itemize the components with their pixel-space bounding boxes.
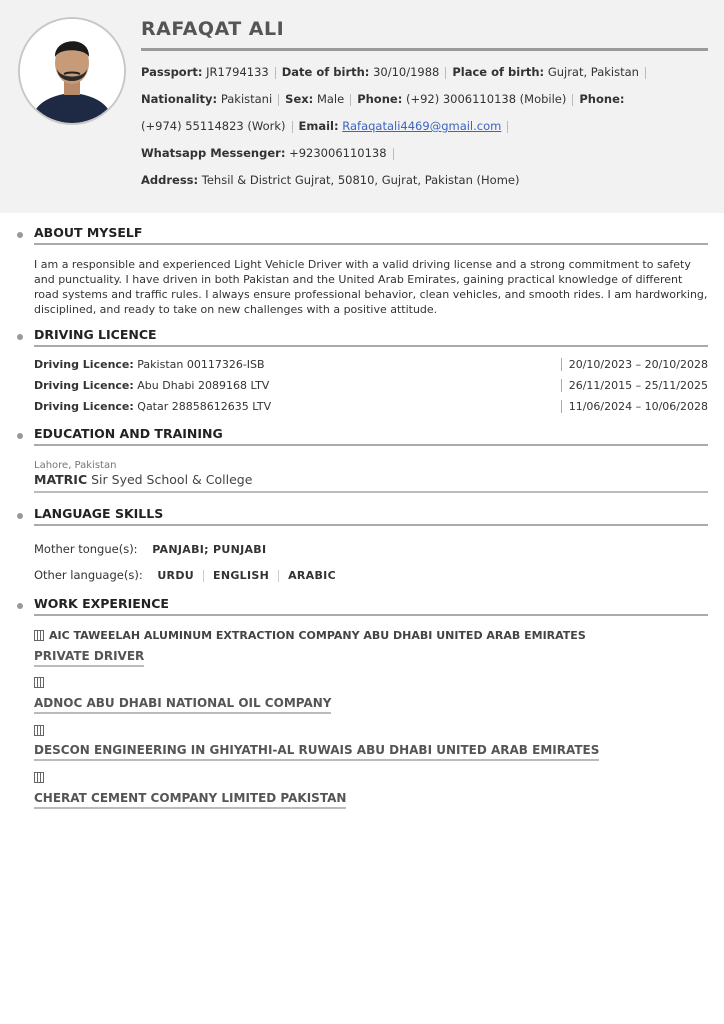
language-item: ENGLISH [213,569,270,582]
separator [645,67,646,79]
phone-label: Phone: [357,92,403,106]
education-level: MATRIC [34,472,88,487]
name-divider [141,48,708,51]
building-icon [34,772,44,783]
mother-tongue-value: PANJABI; PUNJABI [152,543,267,556]
bullet-icon [17,334,23,340]
education-divider [34,491,708,493]
dob-label: Date of birth: [281,65,370,79]
section-title-work: WORK EXPERIENCE [34,596,169,611]
job-title: PRIVATE DRIVER [34,649,144,667]
bullet-icon [17,433,23,439]
contact-line-1 [141,65,652,79]
whatsapp-value: +923006110138 [289,146,387,160]
section-title-language: LANGUAGE SKILLS [34,506,164,521]
education-entry [34,472,252,487]
separator [275,67,276,79]
licence-value: Pakistan 00117326-ISB [137,358,265,371]
language-item: URDU [157,569,194,582]
contact-line-5 [141,173,519,187]
profile-photo [18,17,126,125]
separator [572,94,573,106]
address-value: Tehsil & District Gujrat, 50810, Gujrat, Pakistan (Home) [201,173,520,187]
licence-row [34,358,708,374]
email-link[interactable]: Rafaqatali4469@gmail.com [342,119,502,133]
sex-label: Sex: [285,92,314,106]
education-location: Lahore, Pakistan [34,460,117,471]
separator [445,67,446,79]
header-panel [0,0,724,213]
licence-row [34,379,708,395]
section-divider [34,614,708,616]
nationality-value: Pakistani [220,92,273,106]
contact-line-4 [141,146,400,160]
section-divider [34,524,708,526]
separator [292,121,293,133]
separator [278,570,279,582]
pob-label: Place of birth: [452,65,545,79]
email-label: Email: [298,119,339,133]
contact-line-3 [141,119,514,133]
section-title-licence: DRIVING LICENCE [34,327,157,342]
sex-value: Male [316,92,345,106]
building-icon [34,677,44,688]
address-label: Address: [141,173,199,187]
mother-tongue-label: Mother tongue(s): [34,542,138,556]
section-title-education: EDUCATION AND TRAINING [34,426,223,441]
bullet-icon [17,513,23,519]
licence-value: Qatar 28858612635 LTV [137,400,272,413]
licence-label: Driving Licence: [34,379,134,392]
licence-dates: 20/10/2023 – 20/10/2028 [561,358,708,371]
other-languages-label: Other language(s): [34,568,143,582]
licence-value: Abu Dhabi 2089168 LTV [137,379,270,392]
licence-label: Driving Licence: [34,400,134,413]
phone-mobile-value: (+92) 3006110138 (Mobile) [405,92,567,106]
company-heading: DESCON ENGINEERING IN GHIYATHI-AL RUWAIS ABU DHABI UNITED ARAB EMIRATES [34,743,599,761]
company-name: AIC TAWEELAH ALUMINUM EXTRACTION COMPANY ABU DHABI UNITED ARAB EMIRATES [49,629,586,642]
person-name: RAFAQAT ALI [141,18,285,40]
phone-work-value: (+974) 55114823 (Work) [141,119,286,133]
language-item: ARABIC [288,569,336,582]
separator [203,570,204,582]
section-title-about: ABOUT MYSELF [34,225,143,240]
whatsapp-label: Whatsapp Messenger: [141,146,286,160]
licence-dates: 11/06/2024 – 10/06/2028 [561,400,708,413]
phone-work-label: Phone: [579,92,625,106]
company-heading: CHERAT CEMENT COMPANY LIMITED PAKISTAN [34,791,346,809]
separator [393,148,394,160]
separator [278,94,279,106]
bullet-icon [17,232,23,238]
building-icon [34,630,44,641]
licence-row [34,400,708,416]
section-divider [34,444,708,446]
licence-label: Driving Licence: [34,358,134,371]
section-divider [34,345,708,347]
company-heading: ADNOC ABU DHABI NATIONAL OIL COMPANY [34,696,331,714]
about-text: I am a responsible and experienced Light Vehicle Driver with a valid driving license and a strong commitment to safety and punctuality. I have driven in both Pakistan and the United Arab Emirates, gaining practical knowledge of different road systems and traffic rules. I always ensure professional behavior, clean vehicles, and smooth rides. I am hardworking, disciplined, and ready to take on new challenges with a positive attitude. [34,258,708,316]
passport-value: JR1794133 [206,65,269,79]
section-divider [34,243,708,245]
education-school: Sir Syed School & College [91,472,253,487]
separator [507,121,508,133]
passport-label: Passport: [141,65,203,79]
dob-value: 30/10/1988 [373,65,440,79]
contact-line-2 [141,92,624,106]
separator [350,94,351,106]
nationality-label: Nationality: [141,92,218,106]
licence-dates: 26/11/2015 – 25/11/2025 [561,379,708,392]
pob-value: Gujrat, Pakistan [547,65,639,79]
other-languages-line [34,568,336,582]
bullet-icon [17,603,23,609]
building-icon [34,725,44,736]
mother-tongue-line [34,542,266,556]
